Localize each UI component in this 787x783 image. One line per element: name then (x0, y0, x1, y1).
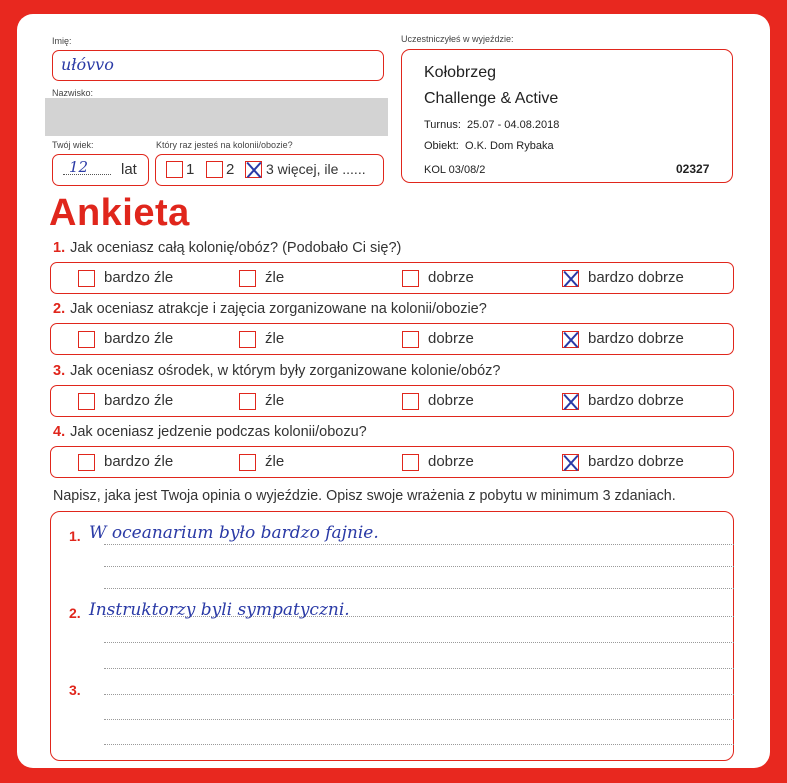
rating-checkbox-3[interactable] (402, 393, 419, 410)
times-field (155, 154, 384, 186)
trip-obiekt: Obiekt: O.K. Dom Rybaka (424, 140, 554, 152)
rating-checkbox-2[interactable] (239, 270, 256, 287)
name-label: Imię: (52, 36, 72, 46)
times-option-2: 2 (226, 161, 235, 178)
rating-label-3: dobrze (428, 392, 474, 409)
rating-label-4: bardzo dobrze (588, 269, 684, 286)
name-value: ułóvvo (61, 55, 114, 74)
age-field[interactable] (52, 154, 149, 186)
question-label: Jak oceniasz całą kolonię/obóz? (Podobało Ci się?) (70, 240, 402, 256)
writing-line (104, 744, 734, 745)
writing-line (104, 694, 734, 695)
trip-number: 02327 (676, 162, 710, 176)
rating-label-1: bardzo źle (104, 453, 174, 470)
age-label: Twój wiek: (52, 140, 94, 150)
trip-turnus: Turnus: 25.07 - 04.08.2018 (424, 119, 560, 131)
rating-checkbox-1[interactable] (78, 454, 95, 471)
times-checkbox-1[interactable] (166, 161, 183, 178)
rating-checkbox-3[interactable] (402, 331, 419, 348)
name-field[interactable] (52, 50, 384, 81)
rating-label-2: źle (265, 392, 285, 409)
rating-checkbox-3[interactable] (402, 454, 419, 471)
rating-checkbox-3[interactable] (402, 270, 419, 287)
writing-line (104, 719, 734, 720)
question-number: 4. (53, 424, 66, 440)
surname-redacted (45, 98, 388, 136)
writing-line (104, 642, 734, 643)
writing-line (104, 668, 734, 669)
rating-label-4: bardzo dobrze (588, 392, 684, 409)
question-1-text (53, 240, 401, 256)
question-number: 3. (53, 363, 66, 379)
rating-checkbox-2[interactable] (239, 331, 256, 348)
rating-checkbox-4-checked[interactable] (562, 331, 579, 348)
rating-label-4: bardzo dobrze (588, 453, 684, 470)
question-3-options (50, 385, 734, 417)
trip-code: KOL 03/08/2 (424, 164, 486, 176)
question-2-text (53, 301, 487, 317)
question-label: Jak oceniasz ośrodek, w którym były zorganizowane kolonie/obóz? (70, 363, 501, 379)
trip-info-box (401, 49, 733, 183)
trip-city: Kołobrzeg (424, 64, 497, 81)
rating-label-4: bardzo dobrze (588, 330, 684, 347)
rating-label-1: bardzo źle (104, 392, 174, 409)
rating-label-2: źle (265, 269, 285, 286)
writing-line (104, 544, 734, 545)
trip-program: Challenge & Active (424, 90, 559, 107)
times-label: Który raz jesteś na kolonii/obozie? (156, 140, 293, 150)
times-option-3: 3 więcej, ile ...... (266, 161, 366, 177)
rating-label-3: dobrze (428, 330, 474, 347)
times-option-1: 1 (186, 161, 195, 178)
age-unit: lat (121, 161, 137, 178)
opinion-line-number: 2. (69, 605, 81, 621)
question-1-options (50, 262, 734, 294)
survey-title: Ankieta (49, 192, 190, 234)
question-label: Jak oceniasz jedzenie podczas kolonii/obozu? (70, 424, 367, 440)
opinion-line-number: 3. (69, 682, 81, 698)
rating-label-1: bardzo źle (104, 330, 174, 347)
question-4-text (53, 424, 367, 440)
question-2-options (50, 323, 734, 355)
rating-checkbox-2[interactable] (239, 454, 256, 471)
rating-label-2: źle (265, 453, 285, 470)
times-checkbox-2[interactable] (206, 161, 223, 178)
survey-sheet (17, 14, 770, 768)
rating-checkbox-4-checked[interactable] (562, 270, 579, 287)
age-value: 12 (69, 158, 89, 176)
trip-label: Uczestniczyłeś w wyjeździe: (401, 34, 514, 44)
times-checkbox-3-checked[interactable] (245, 161, 262, 178)
question-label: Jak oceniasz atrakcje i zajęcia zorganizowane na kolonii/obozie? (70, 301, 487, 317)
opinion-answer-1: W oceanarium było bardzo fajnie. (89, 523, 379, 543)
rating-label-3: dobrze (428, 453, 474, 470)
opinion-box[interactable] (50, 511, 734, 761)
opinion-line-number: 1. (69, 528, 81, 544)
surname-label: Nazwisko: (52, 88, 94, 98)
writing-line (104, 566, 734, 567)
rating-label-3: dobrze (428, 269, 474, 286)
rating-checkbox-1[interactable] (78, 270, 95, 287)
writing-line (104, 588, 734, 589)
rating-label-2: źle (265, 330, 285, 347)
rating-checkbox-2[interactable] (239, 393, 256, 410)
rating-checkbox-1[interactable] (78, 331, 95, 348)
rating-label-1: bardzo źle (104, 269, 174, 286)
rating-checkbox-4-checked[interactable] (562, 454, 579, 471)
question-number: 1. (53, 240, 66, 256)
question-3-text (53, 363, 500, 379)
rating-checkbox-1[interactable] (78, 393, 95, 410)
question-4-options (50, 446, 734, 478)
question-number: 2. (53, 301, 66, 317)
opinion-answer-2: Instruktorzy byli sympatyczni. (89, 600, 350, 620)
opinion-prompt: Napisz, jaka jest Twoja opinia o wyjeździe. Opisz swoje wrażenia z pobytu w minimum 3 zdaniach. (53, 488, 676, 504)
rating-checkbox-4-checked[interactable] (562, 393, 579, 410)
